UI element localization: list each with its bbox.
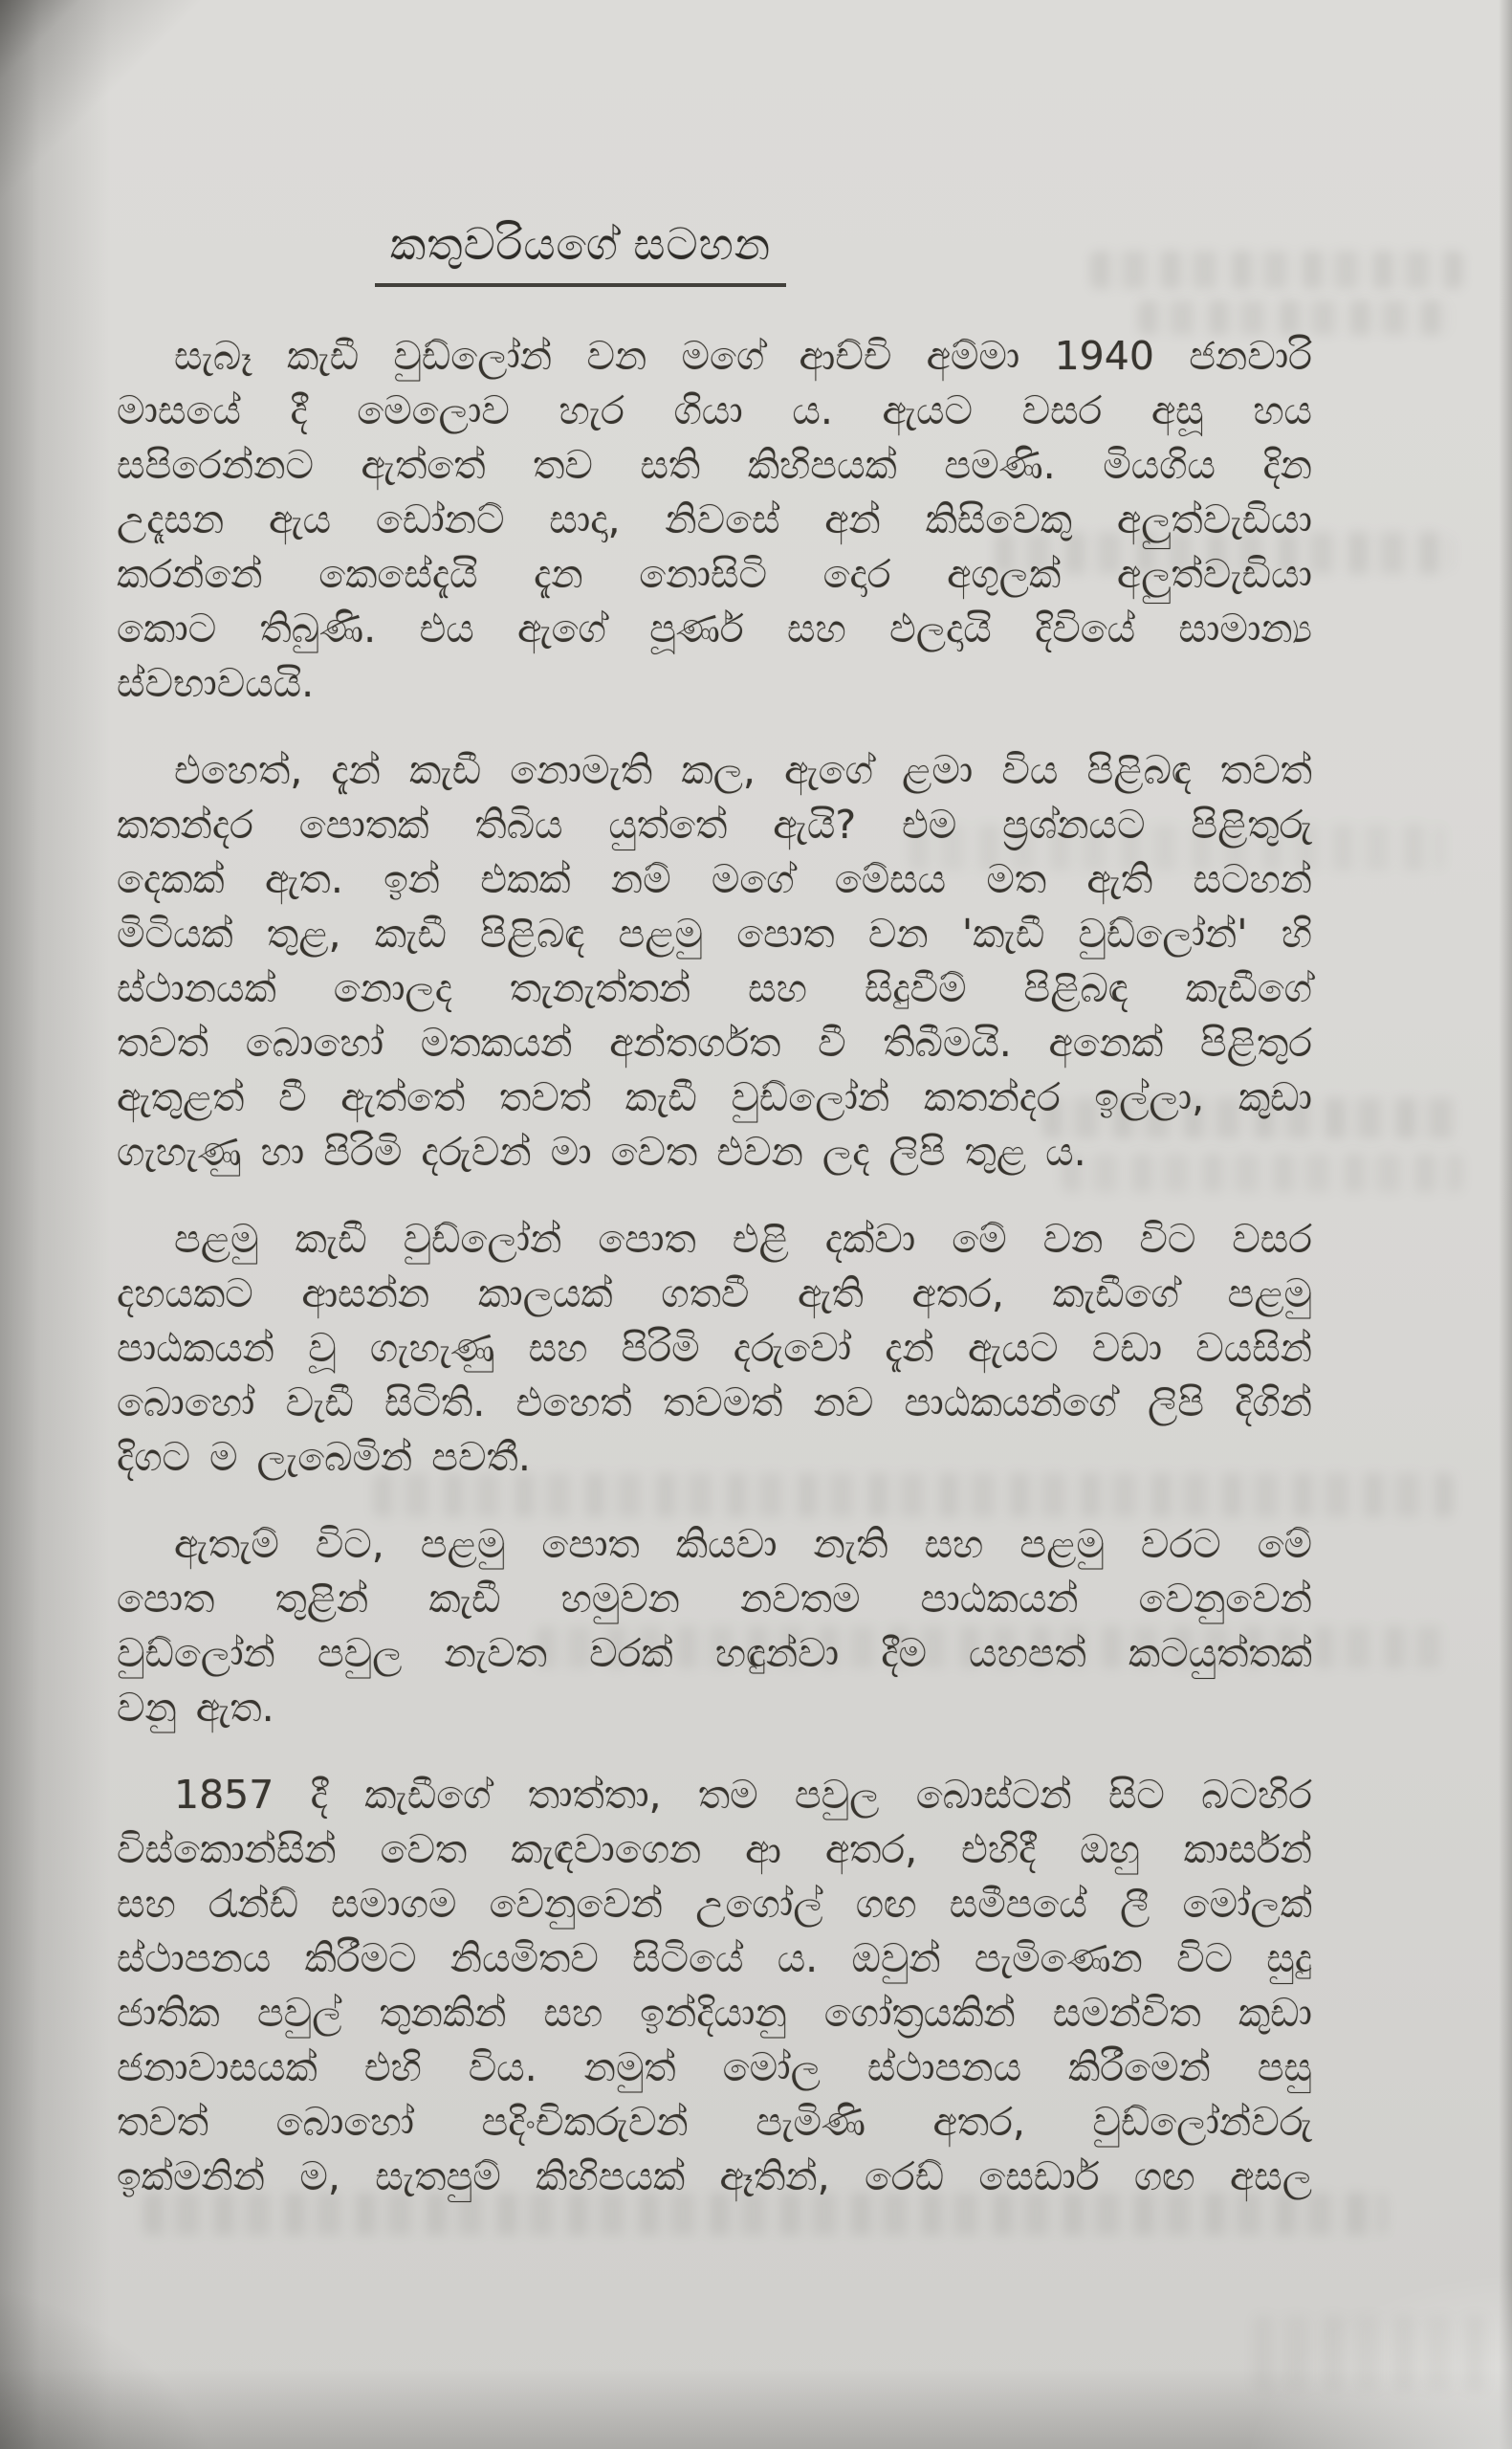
text-line: සපිරෙන්නට ඇත්තේ තව සති කිහිපයක් පමණි. මියගිය දින (117, 442, 1312, 488)
text-line: දෙකක් ඇත. ඉන් එකක් නම් මගේ මේසය මත ඇති සටහන් (117, 856, 1312, 902)
text-line: ස්ථාපනය කිරීමට නියමිතව සිටියේ ය. ඔවුන් පැමිණෙන විට සුදු (117, 1935, 1312, 1981)
text-line: මිටියක් තුළ, කැඩී පිළිබඳ පළමු පොත වන 'කැඩී වුඩ්ලෝන්' හි (117, 911, 1312, 957)
paragraph (117, 1517, 1312, 1735)
paragraph (117, 329, 1312, 711)
text-line: ගැහැණු හා පිරිමි දරුවන් මා වෙත එවන ලද ලිපි තුළ ය. (117, 1129, 1086, 1175)
text-line: ජාතික පවුල් තුනකින් සහ ඉන්දියානු ගෝත්‍රයකින් සමන්විත කුඩා (117, 1990, 1312, 2036)
text-line: මාසයේ දී මෙලොව හැර ගියා ය. ඇයට වසර අසූ හය (117, 387, 1312, 433)
text-line: ස්වභාවයයි. (117, 660, 315, 706)
text-line: වුඩ්ලෝන් පවුල නැවත වරක් හඳුන්වා දීම යහපත් කටයුත්තක් (117, 1630, 1312, 1676)
paragraph (117, 743, 1312, 1180)
page-header (117, 218, 1312, 287)
text-line: පළමු කැඩී වුඩ්ලෝන් පොත එළි දක්වා මේ වන විට වසර (174, 1216, 1312, 1262)
text-line: කොට තිබුණි. එය ඇගේ පූර්ණ සහ ඵලදායි දිවියේ සාමාන්‍ය (117, 606, 1312, 651)
page-title: කතුවරියගේ සටහන (375, 218, 786, 287)
text-line: 1857 දී කැඩීගේ තාත්තා, තම පවුල බොස්ටන් සිට බටහිර (174, 1772, 1312, 1818)
text-line: තවත් බොහෝ මතකයන් අන්තර්ගත වී තිබීමයි. අනෙක් පිළිතුර (117, 1020, 1312, 1066)
text-line: විස්කොන්සින් වෙත කැඳවාගෙන ආ අතර, එහිදී ඔහු කාර්සන් (117, 1826, 1312, 1872)
text-line: ඇතැම් විට, පළමු පොත කියවා නැති සහ පළමු වරට මේ (174, 1521, 1312, 1567)
text-line: ස්ථානයක් නොලද තැනැත්තන් සහ සිදුවීම් පිළිබඳ කැඩීගේ (117, 965, 1312, 1011)
text-line: එහෙත්, දැන් කැඩී නොමැති කල, ඇගේ ළමා විය පිළිබඳ තවත් (174, 747, 1312, 793)
text-line: දිගට ම ලැබෙමින් පවතී. (117, 1434, 531, 1480)
text-line: සහ රැන්ඩ් සමාගම වෙනුවෙන් උගෝල් ගඟ සමීපයේ ලී මෝලක් (117, 1881, 1312, 1927)
page-body (117, 329, 1312, 2204)
text-line: ජනාවාසයක් එහි විය. නමුත් මෝල ස්ථාපනය කිරීමෙන් පසු (117, 2044, 1312, 2090)
text-line: කරන්නේ කෙසේදැයි දැන නොසිටි දොර අගුලක් අලුත්වැඩියා (117, 551, 1312, 597)
text-line: උදෑසන ඇය ඩෝනට් සාදා, නිවසේ අන් කිසිවෙකු අලුත්වැඩියා (117, 496, 1312, 542)
paragraph (117, 1212, 1312, 1485)
text-line: ඉක්මනින් ම, සැතපුම් කිහිපයක් ඈතින්, රෙඩ් සෙඩාර් ගඟ අසල (117, 2153, 1312, 2199)
bleedthrough-artifact (1253, 2315, 1492, 2392)
paragraph (117, 1768, 1312, 2204)
text-line: පාඨකයන් වූ ගැහැණු සහ පිරිමි දරුවෝ දැන් ඇයට වඩා වයසින් (117, 1325, 1312, 1371)
text-line: දහයකට ආසන්න කාලයක් ගතවී ඇති අතර, කැඩීගේ පළමු (117, 1270, 1312, 1316)
text-line: පොත තුළින් කැඩී හමුවන නවතම පාඨකයන් වෙනුවෙන් (117, 1576, 1312, 1622)
text-line: වනු ඇත. (117, 1685, 274, 1731)
text-line: ඇතුළත් වී ඇත්තේ තවත් කැඩී වුඩ්ලෝන් කතන්දර ඉල්ලා, කුඩා (117, 1074, 1312, 1120)
text-line: තවත් බොහෝ පදිංචිකරුවන් පැමිණි අතර, වුඩ්ලෝන්වරු (117, 2099, 1312, 2145)
text-line: සැබෑ කැඩී වුඩ්ලෝන් වන මගේ ආච්චි අම්මා 1940 ජනවාරි (174, 333, 1312, 379)
text-line: බොහෝ වැඩී සිටිති. එහෙත් තවමත් නව පාඨකයන්ගේ ලිපි දිගින් (117, 1379, 1312, 1425)
text-line: කතන්දර පොතක් තිබිය යුත්තේ ඇයි? එම ප්‍රශ්නයට පිළිතුරු (117, 802, 1312, 848)
